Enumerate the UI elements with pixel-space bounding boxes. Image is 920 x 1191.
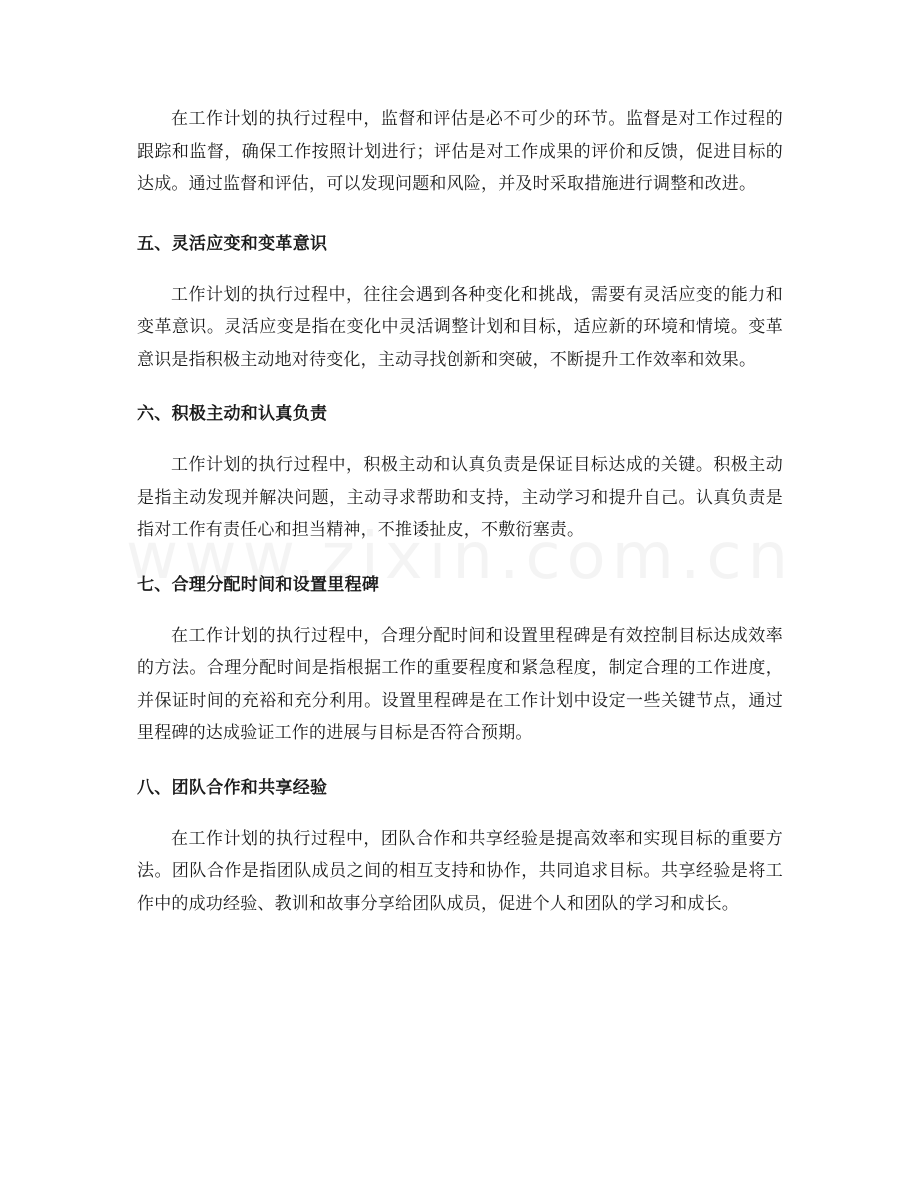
intro-paragraph: 在工作计划的执行过程中，监督和评估是必不可少的环节。监督是对工作过程的跟踪和监督，确保工作按照计划进行；评估是对工作成果的评价和反馈，促进目标的达成。通过监督和评估，可以发现问题和风险，并及时采取措施进行调整和改进。: [137, 109, 783, 194]
section-6: [137, 402, 783, 547]
section-heading: 六、积极主动和认真负责: [137, 404, 328, 424]
section-heading: 八、团队合作和共享经验: [137, 777, 328, 798]
section-heading: 七、合理分配时间和设置里程碑: [137, 574, 380, 595]
section-5: [137, 232, 783, 377]
section-8: [137, 776, 783, 921]
document-body: [137, 103, 783, 946]
section-heading: 五、灵活应变和变革意识: [137, 233, 328, 254]
section-paragraph: 在工作计划的执行过程中，团队合作和共享经验是提高效率和实现目标的重要方法。团队合作是指团队成员之间的相互支持和协作，共同追求目标。共享经验是将工作中的成功经验、教训和故事分享给团队成员，促进个人和团队的学习和成长。: [137, 828, 783, 914]
section-paragraph: 工作计划的执行过程中，往往会遇到各种变化和挑战，需要有灵活应变的能力和变革意识。灵活应变是指在变化中灵活调整计划和目标，适应新的环境和情境。变革意识是指积极主动地对待变化，主动寻找创新和突破，不断提升工作效率和效果。: [137, 284, 783, 370]
section-paragraph: 在工作计划的执行过程中，合理分配时间和设置里程碑是有效控制目标达成效率的方法。合理分配时间是指根据工作的重要程度和紧急程度，制定合理的工作进度，并保证时间的充裕和充分利用。设置里程碑是在工作计划中设定一些关键节点，通过里程碑的达成验证工作的进展与目标是否符合预期。: [137, 625, 783, 743]
section-7: [137, 573, 783, 750]
section-paragraph: 工作计划的执行过程中，积极主动和认真负责是保证目标达成的关键。积极主动是指主动发现并解决问题，主动寻求帮助和支持，主动学习和提升自己。认真负责是指对工作有责任心和担当精神，不推诿扯皮，不敷衍塞责。: [137, 455, 783, 540]
